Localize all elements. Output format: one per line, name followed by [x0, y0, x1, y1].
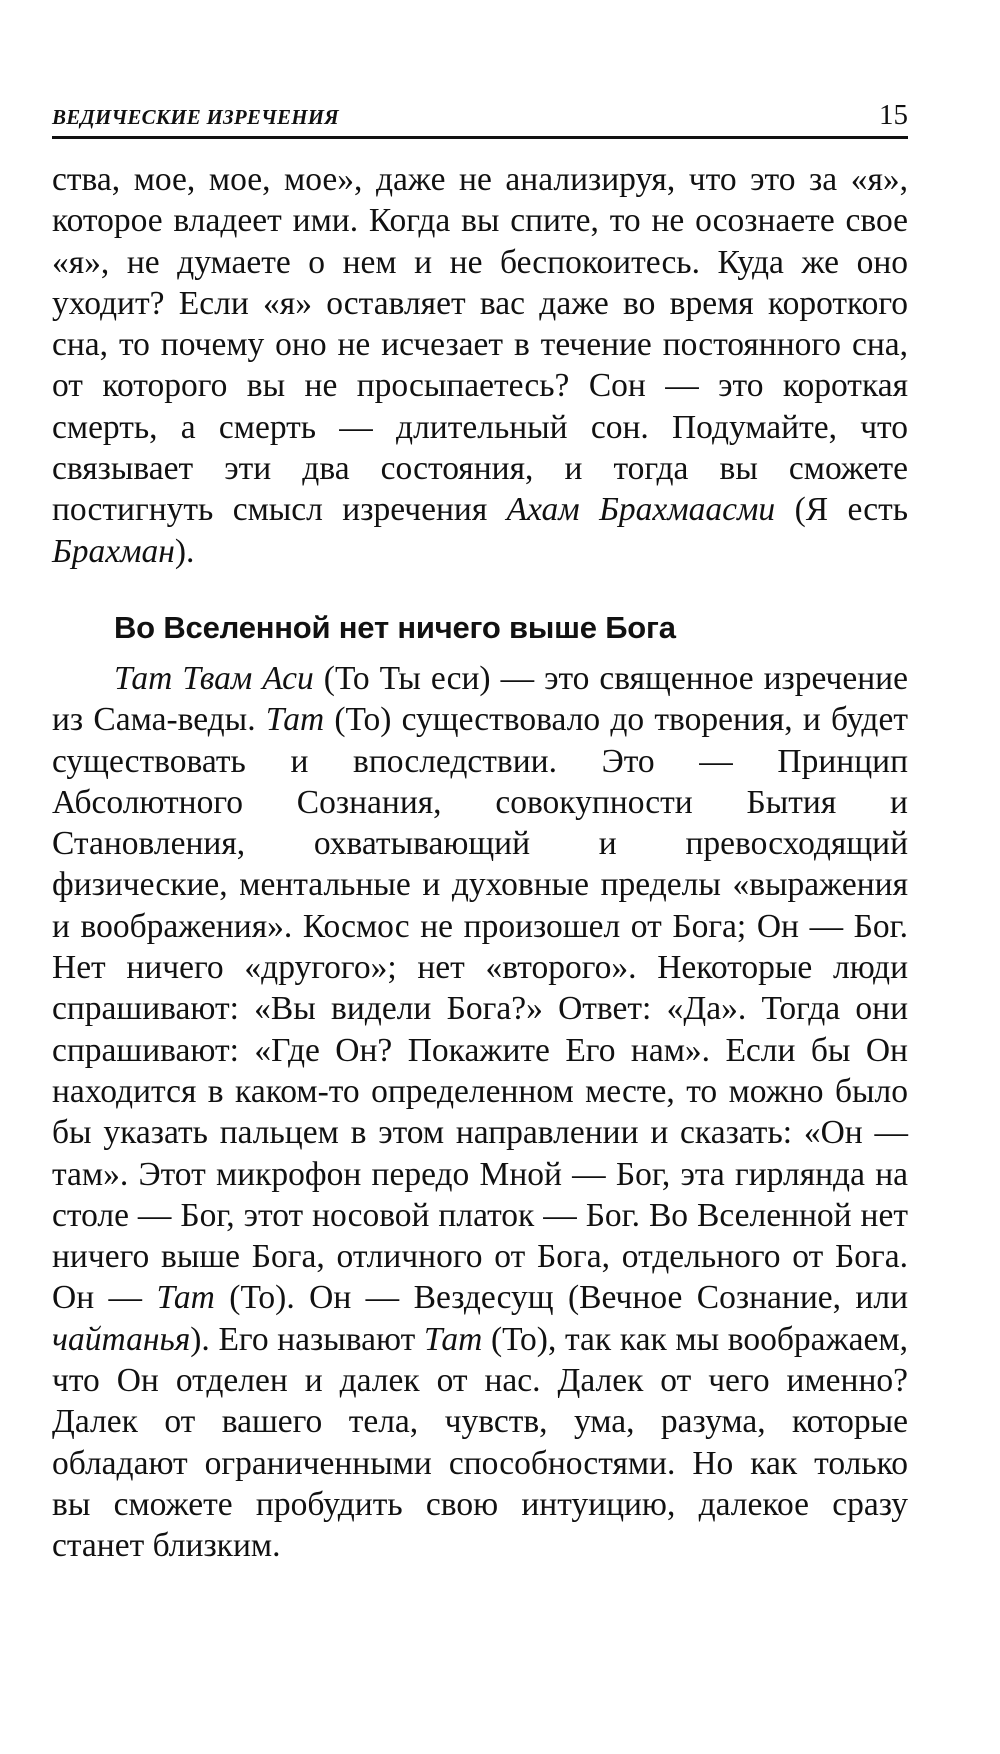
text-run: ства, мое, мое, мое», даже не анализируя, что это за «я», которое владеет ими. Когда вы спите, то не осознаете свое «я», не думаете о нем и не беспокоитесь. Куда же оно уходит? Если «я» оставляет вас даже во время короткого сна, то почему оно не исчезает в течение постоянного сна, от которого вы не просыпаетесь? Сон — это короткая смерть, а смерть — длительный сон. Подумайте, что связывает эти два состояния, и тогда вы сможете постигнуть смысл изречения: [52, 161, 908, 529]
italic-term: Тат: [265, 701, 325, 739]
italic-term: Ахам Брахмаасми: [506, 491, 776, 529]
italic-term: Тат: [423, 1320, 483, 1358]
running-head: [52, 96, 908, 139]
text-run: (То), так как мы воображаем, что Он отделен и далек от нас. Далек от чего именно? Далек от вашего тела, чувств, ума, разума, которые обладают ограниченными способностями. Но как только вы сможете пробудить свою интуицию, далекое сразу станет близким.: [52, 1320, 908, 1565]
italic-term: Тат Твам Аси: [114, 659, 314, 697]
section-heading: Во Вселенной нет ничего выше Бога: [114, 609, 676, 645]
italic-term: Тат: [156, 1279, 215, 1317]
text-run: ). Его называют: [190, 1320, 424, 1358]
text-run: (Я есть: [775, 491, 908, 529]
body-text: [52, 159, 908, 1567]
text-run: (То) существовало до творения, и будет существовать и впоследствии. Это — Принцип Абсолютного Сознания, совокупности Бытия и Становления, охватывающий и превосходящий физические, ментальные и духовные пределы «выражения и воображения». Космос не произошел от Бога; Он — Бог. Нет ничего «другого»; нет «второго». Некоторые люди спрашивают: «Вы видели Бога?» Ответ: «Да». Тогда они спрашивают: «Где Он? Покажите Его нам». Если бы Он находится в каком-то определенном месте, то можно было бы указать пальцем в этом направлении и сказать: «Он — там». Этот микрофон передо Мной — Бог, эта гирлянда на столе — Бог, этот носовой платок — Бог. Во Вселенной нет ничего выше Бога, отличного от Бога, отдельного от Бога. Он —: [52, 701, 908, 1317]
running-title: ВЕДИЧЕСКИЕ ИЗРЕЧЕНИЯ: [52, 105, 339, 129]
book-page: [52, 96, 908, 1696]
paragraph: [52, 658, 908, 1567]
italic-term: чайтанья: [52, 1320, 191, 1358]
text-run: (То Ты еси) — это священное изречение из Сама-веды.: [52, 659, 908, 739]
text-run: (То). Он — Вездесущ (Вечное Сознание, или: [214, 1279, 909, 1317]
text-run: ).: [174, 532, 195, 570]
italic-term: Брахман: [52, 532, 175, 570]
paragraph-continued: [52, 159, 908, 572]
page-number: 15: [879, 99, 908, 131]
